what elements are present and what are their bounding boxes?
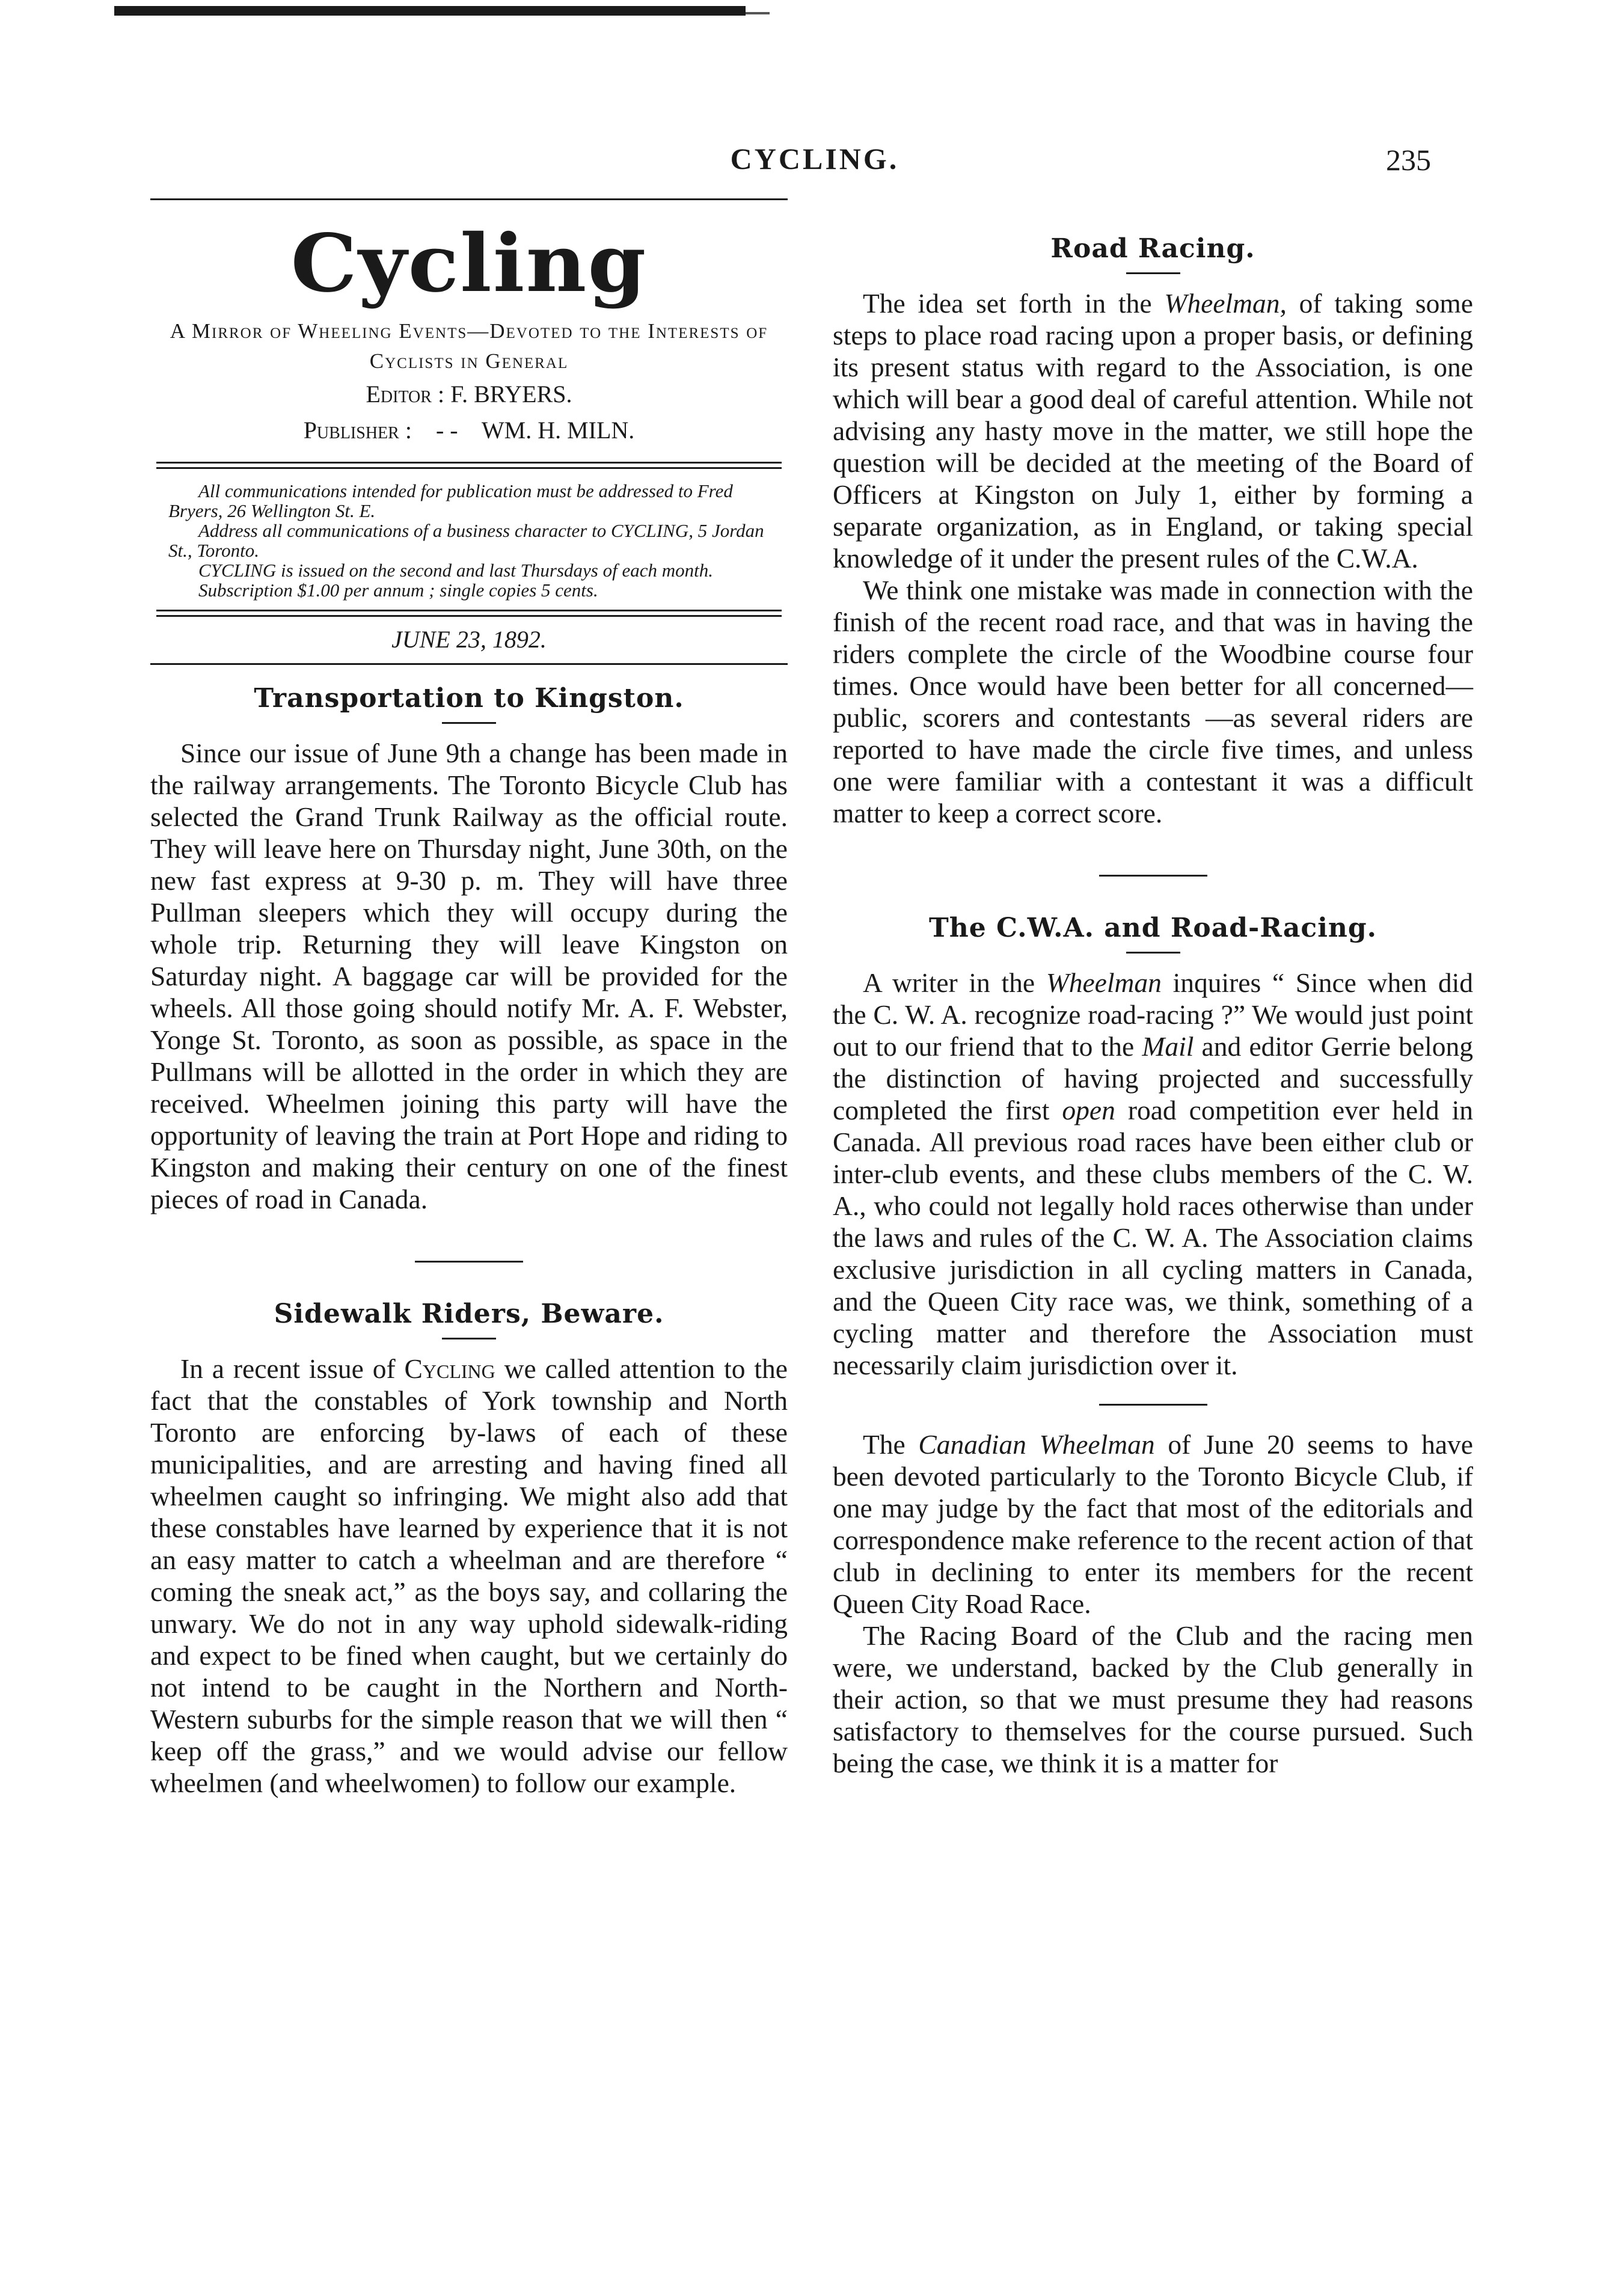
article-sidewalk (150, 1353, 788, 1799)
article-transportation (150, 737, 788, 1215)
notice-line: Subscription $1.00 per annum ; single copies 5 cents. (198, 580, 598, 601)
masthead-top-rule (150, 198, 788, 200)
paragraph: Since our issue of June 9th a change has been made in the railway arrangements. The Toronto Bicycle Club has selected the Grand Trunk Railway as the official route. They will leave here on Thursday night, June 30th, on the new fast express at 9-30 p. m. They will have three Pullman sleepers which they will occupy during the whole trip. Returning they will leave Kingston on Saturday night. A baggage car will be provided for the wheels. All those going should notify Mr. A. F. Webster, Yonge St. Toronto, as soon as possible, as space in the Pullmans will be allotted in the order in which they are received. Wheelmen joining this party will have the opportunity of leaving the train at Port Hope and riding to Kingston and making their century on one of the finest pieces of road in Canada. (150, 738, 788, 1214)
page-number: 235 (1386, 143, 1431, 177)
editor-label: Editor : (366, 381, 445, 408)
top-edge-bar (114, 6, 746, 16)
heading-rule (1126, 952, 1180, 954)
article-heading: Road Racing. (1050, 233, 1255, 264)
paragraph: The idea set forth in the Wheelman, of taking some steps to place road racing upon a proper basis, or defining its present status with regard to the Association, is one which will bear a good deal of careful attention. While not advising any hasty move in the matter, we still hope the question will be decided at the meeting of the Board of Officers at Kingston on July 1, either by forming a separate organization, as in England, or taking special knowledge of it under the present rules of the C.W.A. (833, 288, 1473, 574)
masthead-subtitle: A Mirror of Wheeling Events—Devoted to the Interests of Cyclists in General (170, 319, 768, 373)
article-heading: Sidewalk Riders, Beware. (274, 1299, 664, 1329)
article-heading: The C.W.A. and Road-Racing. (929, 913, 1377, 943)
publication-notice (168, 481, 770, 600)
notice-line: All communications intended for publication must be addressed to Fred Bryers, 26 Wellington St. E. (168, 480, 733, 521)
editor-line (150, 376, 788, 412)
section-separator (1099, 875, 1207, 877)
notice-line: Address all communications of a business character to CYCLING, 5 Jordan St., Toronto. (168, 520, 764, 561)
masthead-double-rule (156, 462, 782, 469)
paragraph: A writer in the Wheelman inquires “ Since when did the C. W. A. recognize road-racing ?” We would just point out to our friend that to the Mail and editor Gerrie belong the distinction of having projected and successfully completed the first open road competition ever held in Canada. All previous road races have been either club or inter-club events, and these clubs members of the C. W. A., who could not legally hold races otherwise than under the laws and rules of the C. W. A. The Association claims exclusive jurisdiction in all cycling matters in Canada, and the Queen City race was, we think, something of a cycling matter and therefore the Association must necessarily claim jurisdiction over it. (833, 967, 1474, 1380)
date-rule (150, 663, 788, 665)
running-head: CYCLING. (730, 142, 899, 176)
article-cwa (833, 967, 1473, 1381)
paragraph: In a recent issue of Cycling we called attention to the fact that the constables of York township and North Toronto are enforcing by-laws of each of these municipalities, and are arresting and having fined all wheelmen caught so infringing. We might also add that these constables have learned by experience that it is not an easy matter to catch a wheelman and are therefore “ coming the sneak act,” as the boys say, and collaring the unwary. We do not in any way uphold sidewalk-riding and expect to be fined when caught, but we certainly do not intend to be caught in the Northern and North-Western suburbs for the simple reason that we will then “ keep off the grass,” and we would advise our fellow wheelmen (and wheelwomen) to follow our example. (150, 1353, 788, 1798)
notice-double-rule (156, 610, 782, 617)
publisher-label: Publisher : (303, 417, 412, 444)
article-road-racing (833, 287, 1473, 829)
editor-name: F. BRYERS. (450, 381, 572, 408)
paragraph: We think one mistake was made in connection with the finish of the recent road race, and that was in having the riders complete the circle of the Woodbine course four times. Once would have been better for all concerned—public, scorers and contestants —as several riders are reported to have made the circle five times, and unless one were familiar with a contestant it was a difficult matter to keep a correct score. (833, 575, 1473, 828)
top-edge-bar-tail (746, 12, 770, 14)
heading-rule (442, 1338, 496, 1339)
heading-rule (1126, 272, 1180, 274)
section-separator (415, 1261, 523, 1263)
article-canadian-wheelman (833, 1428, 1473, 1779)
left-column (150, 198, 788, 1799)
notice-line: CYCLING is issued on the second and last Thursdays of each month. (198, 560, 713, 581)
masthead-title: Cycling (290, 217, 648, 310)
heading-rule (442, 722, 496, 724)
issue-date: JUNE 23, 1892. (391, 626, 547, 653)
article-heading: Transportation to Kingston. (254, 683, 684, 714)
publisher-name: WM. H. MILN. (481, 417, 635, 444)
section-separator (1099, 1404, 1207, 1406)
right-column (833, 198, 1473, 1779)
paragraph: The Canadian Wheelman of June 20 seems to have been devoted particularly to the Toronto Bicycle Club, if one may judge by the fact that most of the editorials and correspondence make reference to the recent action of that club in declining to enter its members for the recent Queen City Road Race. (833, 1429, 1473, 1619)
publisher-dashes: - - (435, 417, 458, 444)
paragraph: The Racing Board of the Club and the racing men were, we understand, backed by the Club generally in their action, so that we must presume they had reasons satisfactory to themselves for the course pursued. Such being the case, we think it is a matter for (833, 1620, 1473, 1778)
publisher-line (150, 412, 788, 448)
